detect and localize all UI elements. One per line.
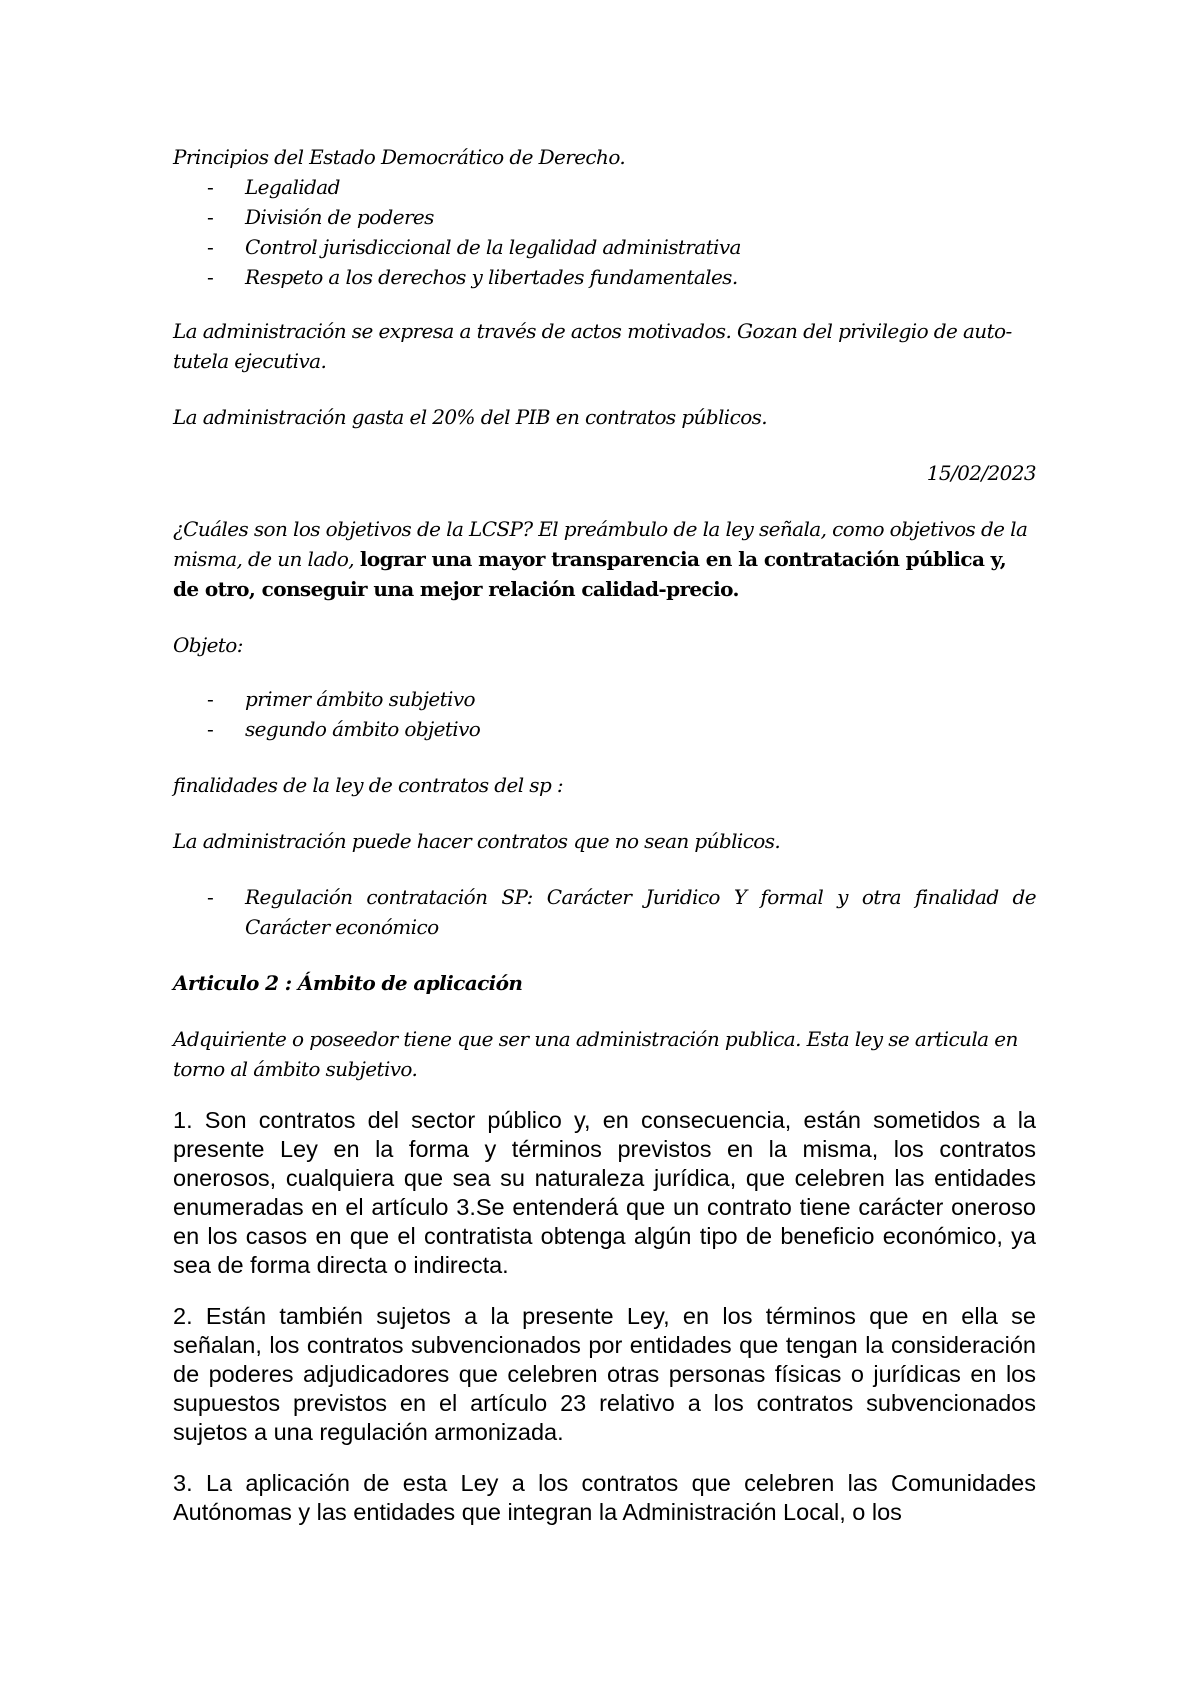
dash-bullet: - xyxy=(207,265,214,289)
document-body xyxy=(173,142,1036,1527)
paragraph-objetivos: ¿Cuáles son los objetivos de la LCSP? El preámbulo de la ley señala, como objetivos de la misma, de un lado, lograr una mayor transparencia en la contratación pública y, de otro, conseguir una mejor relación calidad-precio. xyxy=(173,517,1028,601)
objeto-heading: Objeto: xyxy=(173,633,243,657)
dash-bullet: - xyxy=(207,175,214,199)
list-item: - División de poderes xyxy=(173,202,1036,232)
list-item: - Respeto a los derechos y libertades fundamentales. xyxy=(173,262,1036,292)
objetivos-highlight: lograr una mayor transparencia en la contratación pública y, de otro, conseguir una mejor relación calidad-precio xyxy=(173,547,1007,601)
paragraph-gasto: La administración gasta el 20% del PIB en contratos públicos. xyxy=(173,405,768,429)
principles-list xyxy=(173,172,1036,292)
list-item: - Control jurisdiccional de la legalidad administrativa xyxy=(173,232,1036,262)
paragraph-no-publicos: La administración puede hacer contratos que no sean públicos. xyxy=(173,829,781,853)
dash-bullet: - xyxy=(207,687,214,711)
list-item: - segundo ámbito objetivo xyxy=(173,714,1036,744)
list-item: - Legalidad xyxy=(173,172,1036,202)
dash-bullet: - xyxy=(207,235,214,259)
law-paragraph-1: 1. Son contratos del sector público y, en consecuencia, están sometidos a la presente Ley en la forma y términos previstos en la misma, los contratos onerosos, cualquiera que sea su naturaleza jurídica, que celebren las entidades enumeradas en el artículo 3.Se entenderá que un contrato tiene carácter oneroso en los casos en que el contratista obtenga algún tipo de beneficio económico, ya sea de forma directa o indirecta. xyxy=(173,1107,1036,1278)
entry-date: 15/02/2023 xyxy=(926,461,1036,485)
objeto-list xyxy=(173,684,1036,744)
list-item: - primer ámbito subjetivo xyxy=(173,684,1036,714)
articulo-heading: Articulo 2 : Ámbito de aplicación xyxy=(173,971,523,995)
paragraph-finalidades: finalidades de la ley de contratos del sp : xyxy=(173,773,564,797)
dash-bullet: - xyxy=(207,717,214,741)
law-paragraph-3: 3. La aplicación de esta Ley a los contratos que celebren las Comunidades Autónomas y las entidades que integran la Administración Local, o los xyxy=(173,1470,1036,1525)
list-item: - Regulación contratación SP: Carácter Juridico Y formal y otra finalidad de Carácter económico xyxy=(173,882,1036,942)
principles-heading: Principios del Estado Democrático de Derecho. xyxy=(173,145,626,169)
dash-bullet: - xyxy=(207,885,214,909)
regulacion-list xyxy=(173,882,1036,942)
law-paragraph-2: 2. Están también sujetos a la presente Ley, en los términos que en ella se señalan, los contratos subvencionados por entidades que tengan la consideración de poderes adjudicadores que celebren otras personas físicas o jurídicas en los supuestos previstos en el artículo 23 relativo a los contratos subvencionados sujetos a una regulación armonizada. xyxy=(173,1303,1036,1445)
paragraph-adquiriente: Adquiriente o poseedor tiene que ser una administración publica. Esta ley se articula en torno al ámbito subjetivo. xyxy=(173,1027,1018,1081)
paragraph-actos: La administración se expresa a través de actos motivados. Gozan del privilegio de auto-tutela ejecutiva. xyxy=(173,319,1012,373)
dash-bullet: - xyxy=(207,205,214,229)
